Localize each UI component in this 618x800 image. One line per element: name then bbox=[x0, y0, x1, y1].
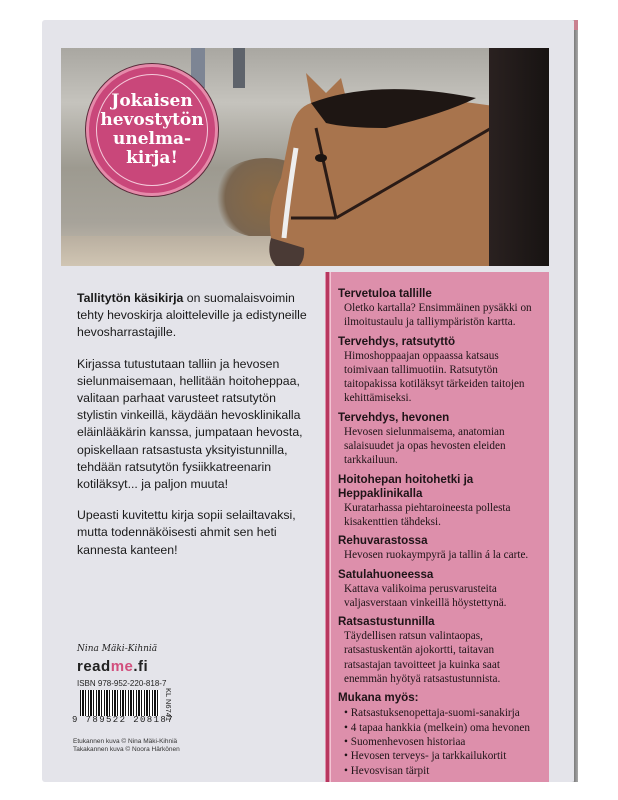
description-closing: Upeasti kuvitettu kirja sopii selailtavaksi, mutta todennäköisesti ahmit sen heti kannesta kanteen! bbox=[77, 508, 296, 557]
book-description bbox=[77, 290, 317, 573]
credit-line: Takakannen kuva © Noora Härkönen bbox=[73, 746, 180, 753]
contents-section bbox=[338, 335, 543, 406]
credit-line: Etukannen kuva © Nina Mäki-Kihniä bbox=[73, 738, 178, 745]
contents-panel bbox=[325, 272, 549, 782]
also-included bbox=[338, 691, 543, 777]
description-body: Kirjassa tutustutaan talliin ja hevosen sielunmaisemaan, hellitään hoitoheppaa, valitaan parhaat varusteet ratsutytön stylistin vinkeillä, käydään hevosklinikalla eläinlääkärin kanssa, jumpataan hevosta, opiskellaan ratsastusta yksityistunnilla, tehdään ratsutytön fysiikkatreenarin kotiläksyt... ja paljon muuta! bbox=[77, 356, 303, 492]
publisher-logo-part: read bbox=[77, 658, 111, 675]
section-title: Ratsastustunnilla bbox=[338, 615, 435, 629]
contents-section bbox=[338, 411, 543, 468]
section-title: Satulahuoneessa bbox=[338, 567, 434, 581]
badge-line: Jokaisen bbox=[111, 91, 193, 111]
section-title: Rehuvarastossa bbox=[338, 534, 428, 548]
description-intro-text: on suomalaisvoimin tehty hevoskirja aloitteleville ja edistyneille hevosharrastajille. bbox=[77, 291, 307, 340]
section-text: Täydellisen ratsun valintaopas, ratsastuskentän ajokortti, taitavan ratsastajan tavoitteet ja kuinka saat enemmän hyötyä ratsastustunnista. bbox=[344, 630, 501, 686]
panel-stripe-light bbox=[330, 272, 331, 782]
also-item: • Hevosen terveys- ja tarkkailukortit bbox=[344, 749, 543, 763]
description-intro bbox=[77, 290, 317, 342]
rider-silhouette bbox=[489, 48, 549, 266]
also-item: • 4 tapaa hankkia (melkein) oma hevonen bbox=[344, 721, 543, 735]
section-title: Tervehdys, hevonen bbox=[338, 410, 450, 424]
section-text: Hevosen ruokaympyrä ja tallin á la carte. bbox=[344, 549, 529, 562]
isbn-text: ISBN 978-952-220-818-7 bbox=[77, 679, 167, 688]
section-title: Tervehdys, ratsutyttö bbox=[338, 334, 456, 348]
contents-list bbox=[338, 287, 543, 783]
also-item: • Suomenhevosen historiaa bbox=[344, 735, 543, 749]
promo-badge bbox=[86, 64, 218, 196]
barcode-icon bbox=[80, 690, 160, 716]
contents-section bbox=[338, 534, 543, 562]
publisher-logo-part: me bbox=[110, 658, 134, 675]
section-text: Himoshoppaajan oppaassa katsaus toimivaan tallimuotiin. Ratsutytön taitopakissa kotiläksyt tärkeiden taitojen kehittämiseksi. bbox=[344, 349, 525, 405]
author-name: Nina Mäki-Kihniä bbox=[77, 644, 158, 654]
contents-section bbox=[338, 615, 543, 686]
contents-section bbox=[338, 568, 543, 611]
book-page-edge bbox=[574, 22, 578, 782]
section-title: Tervetuloa tallille bbox=[338, 287, 432, 300]
background-legs bbox=[233, 48, 245, 88]
badge-line: kirja! bbox=[126, 148, 178, 168]
photo-credits bbox=[73, 738, 180, 754]
also-list bbox=[338, 706, 543, 777]
barcode-number: 9 789522 208187 bbox=[72, 715, 175, 725]
publisher-logo-part: .fi bbox=[133, 658, 149, 675]
contents-section bbox=[338, 473, 543, 530]
section-title: Hoitohepan hoitohetki ja Heppaklinikalla bbox=[338, 472, 474, 500]
section-text: Kattava valikoima perusvarusteita valjasverstaan vinkeillä höystettynä. bbox=[344, 582, 507, 609]
also-item: • Hevosvisan tärpit bbox=[344, 764, 543, 778]
badge-line: hevostytön bbox=[100, 110, 204, 130]
section-text: Kuratarhassa piehtaroineesta pollesta kisakenttien tähdeksi. bbox=[344, 501, 511, 528]
section-text: Oletko kartalla? Ensimmäinen pysäkki on ilmoitustaulu ja talliympäristön kartta. bbox=[344, 302, 532, 329]
section-text: Hevosen sielunmaisema, anatomian salaisuudet ja opas hevosten eleiden tarkkailuun. bbox=[344, 425, 506, 467]
kl-code: KL N6741 bbox=[164, 688, 173, 722]
also-item: • Ratsastuksenopettaja-suomi-sanakirja bbox=[344, 706, 543, 720]
publisher-logo bbox=[77, 658, 148, 675]
book-title: Tallitytön käsikirja bbox=[77, 291, 184, 305]
panel-stripe bbox=[326, 272, 329, 782]
book-spine-corner bbox=[574, 20, 578, 30]
contents-section bbox=[338, 287, 543, 330]
also-title: Mukana myös: bbox=[338, 691, 419, 705]
badge-line: unelma- bbox=[112, 129, 192, 149]
